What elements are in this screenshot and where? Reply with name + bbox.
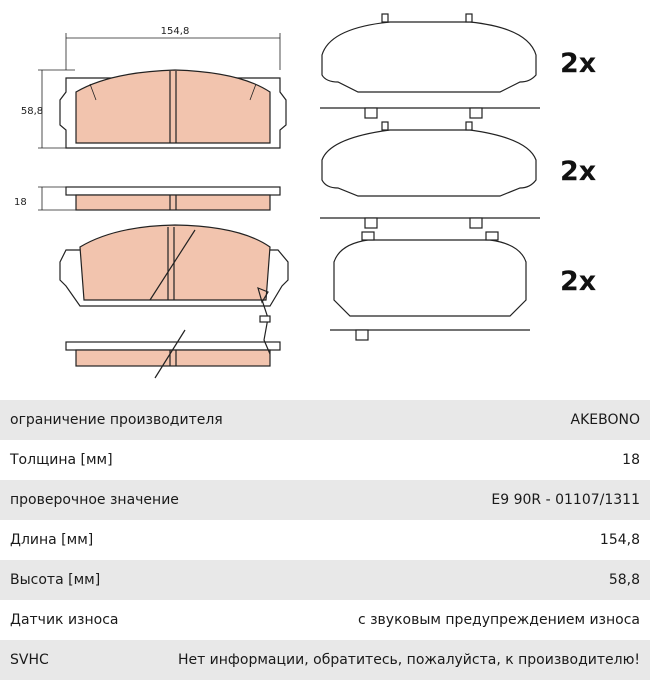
spec-table [0, 400, 650, 680]
pad-side-view-bottom [66, 300, 280, 378]
length-dimension [66, 26, 280, 70]
pad-side-view-top [14, 187, 280, 210]
thickness-value: 18 [14, 197, 27, 208]
spec-value: E9 90R - 01107/1311 [491, 492, 640, 508]
pad-outline-1 [320, 14, 596, 118]
pad-outline-3 [330, 232, 596, 340]
spec-label: проверочное значение [10, 492, 179, 508]
spec-row-test-value [0, 480, 650, 520]
length-value: 154,8 [160, 26, 190, 37]
spec-label: ограничение производителя [10, 412, 223, 428]
spec-label: SVHC [10, 652, 49, 668]
quantity-2: 2x [560, 156, 597, 187]
spec-row-height [0, 560, 650, 600]
pad-outline-2 [320, 122, 596, 228]
height-dimension [21, 70, 75, 148]
spec-label: Толщина [мм] [10, 452, 113, 468]
quantity-3: 2x [560, 266, 597, 297]
spec-row-manufacturer [0, 400, 650, 440]
quantity-1: 2x [560, 48, 597, 79]
spec-label: Длина [мм] [10, 532, 94, 548]
spec-value: 58,8 [608, 572, 640, 588]
spec-value: 18 [622, 452, 640, 468]
spec-label: Высота [мм] [10, 572, 101, 588]
spec-value: AKEBONO [570, 412, 640, 428]
spec-row-thickness [0, 440, 650, 480]
spec-row-length [0, 520, 650, 560]
pad-front-view-top [60, 70, 286, 148]
spec-row-svhc [0, 640, 650, 680]
spec-value: с звуковым предупреждением износа [357, 612, 640, 628]
spec-value: Нет информации, обратитесь, пожалуйста, к производителю! [177, 652, 640, 668]
spec-row-wear-sensor [0, 600, 650, 640]
spec-label: Датчик износа [10, 612, 119, 628]
height-value: 58,8 [20, 106, 44, 117]
pad-front-view-bottom [60, 225, 288, 306]
spec-value: 154,8 [599, 532, 640, 548]
